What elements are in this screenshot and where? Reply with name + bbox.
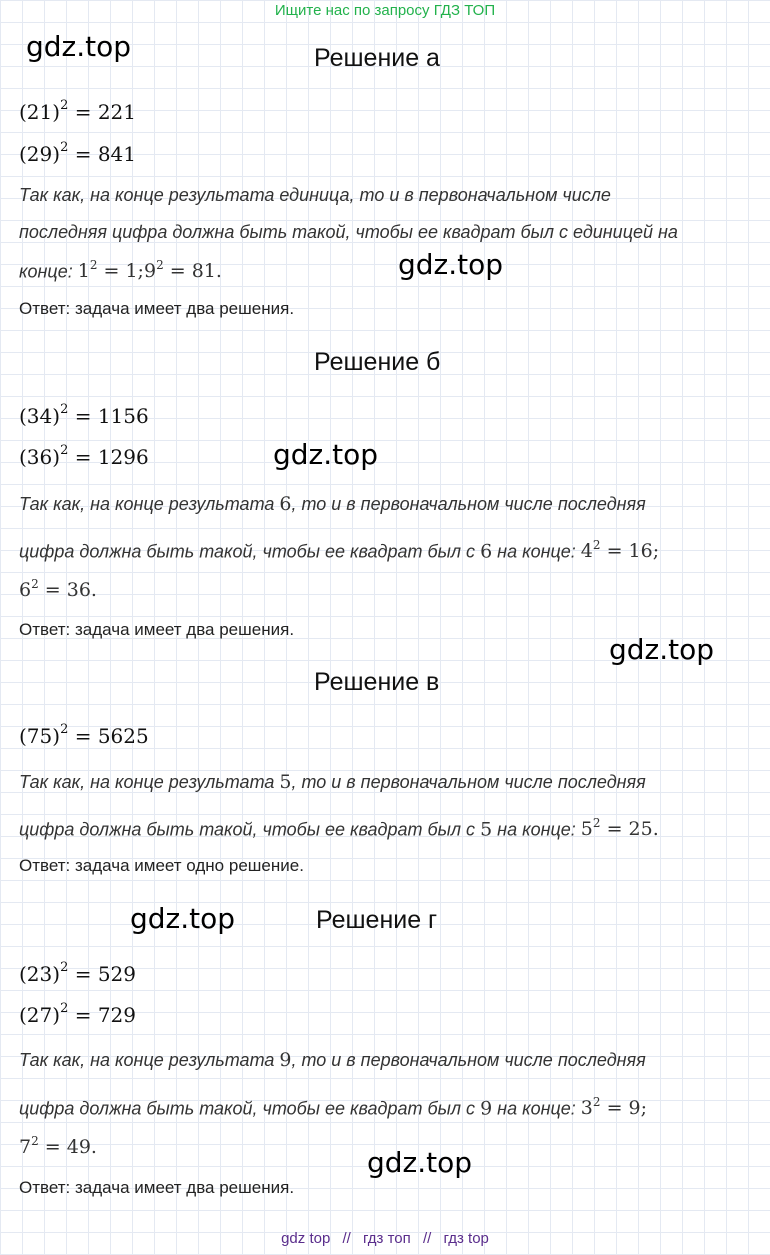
explanation-line: цифра должна быть такой, чтобы ее квадрат был с 5 на конце: $5^2 = 25$.	[19, 816, 659, 841]
watermark-logo: gdz.top	[609, 633, 715, 666]
answer-text: Ответ: задача имеет два решения.	[19, 299, 295, 318]
watermark-logo: gdz.top	[367, 1146, 473, 1179]
equation: $(23)^2 = 529$	[19, 960, 136, 986]
watermark-logo: gdz.top	[273, 438, 379, 471]
explanation-line: Так как, на конце результата 6, то и в первоначальном числе последняя	[19, 493, 646, 515]
inline-math: $1^2 = 1$;	[77, 258, 144, 283]
explanation-line: цифра должна быть такой, чтобы ее квадрат был с 6 на конце: $4^2 = 16$;	[19, 538, 660, 563]
footer-separator: //	[342, 1230, 351, 1247]
explanation-line: Так как, на конце результата 5, то и в первоначальном числе последняя	[19, 771, 646, 793]
explanation-line: цифра должна быть такой, чтобы ее квадрат был с 9 на конце: $3^2 = 9$;	[19, 1095, 648, 1120]
explanation-line: Так как, на конце результата единица, то и в первоначальном числе	[19, 185, 611, 205]
watermark-logo: gdz.top	[130, 902, 236, 935]
explanation-line	[19, 574, 97, 601]
equation: $(75)^2 = 5625$	[19, 722, 149, 748]
section-heading-c: Решение в	[314, 668, 440, 696]
explanation-line: конце: $1^2$ = $1;9^2 = 81$.	[19, 258, 222, 283]
section-heading-d: Решение г	[316, 906, 438, 934]
equation: $(34)^2 = 1156$	[19, 402, 149, 428]
inline-math: $4^2 = 16$;	[580, 538, 660, 563]
equation: $(21)^2 = 221$	[19, 98, 136, 124]
footer-separator: //	[422, 1230, 432, 1247]
explanation-line: Так как, на конце результата 9, то и в первоначальном числе последняя	[19, 1049, 646, 1071]
watermark-logo: gdz.top	[26, 30, 132, 63]
equation: $(36)^2 = 1296$	[19, 443, 149, 469]
explanation-line	[19, 1131, 97, 1158]
inline-math: $6^2 = 36$.	[19, 577, 97, 602]
section-heading-b: Решение б	[314, 348, 441, 376]
answer-text: Ответ: задача имеет два решения.	[19, 620, 295, 639]
footer-link[interactable]: gdz top	[281, 1230, 331, 1247]
inline-math: $7^2 = 49$.	[19, 1134, 97, 1159]
answer-text: Ответ: задача имеет одно решение.	[19, 856, 304, 875]
watermark-logo: gdz.top	[398, 248, 504, 281]
footer-link[interactable]: гдз top	[443, 1230, 489, 1247]
inline-math: $9^2 = 81$.	[143, 258, 222, 283]
inline-math: $3^2 = 9$;	[580, 1095, 648, 1120]
equation: $(27)^2 = 729$	[19, 1001, 136, 1027]
answer-text: Ответ: задача имеет два решения.	[19, 1178, 295, 1197]
inline-math: $5^2 = 25$.	[580, 816, 659, 841]
search-banner[interactable]: Ищите нас по запросу ГДЗ ТОП	[274, 2, 496, 19]
explanation-line: последняя цифра должна быть такой, чтобы ее квадрат был с единицей на	[19, 222, 678, 242]
section-heading-a: Решение а	[314, 44, 440, 72]
footer-link[interactable]: гдз топ	[363, 1230, 411, 1247]
equation: $(29)^2 = 841$	[19, 140, 136, 166]
footer-links	[0, 1230, 770, 1247]
